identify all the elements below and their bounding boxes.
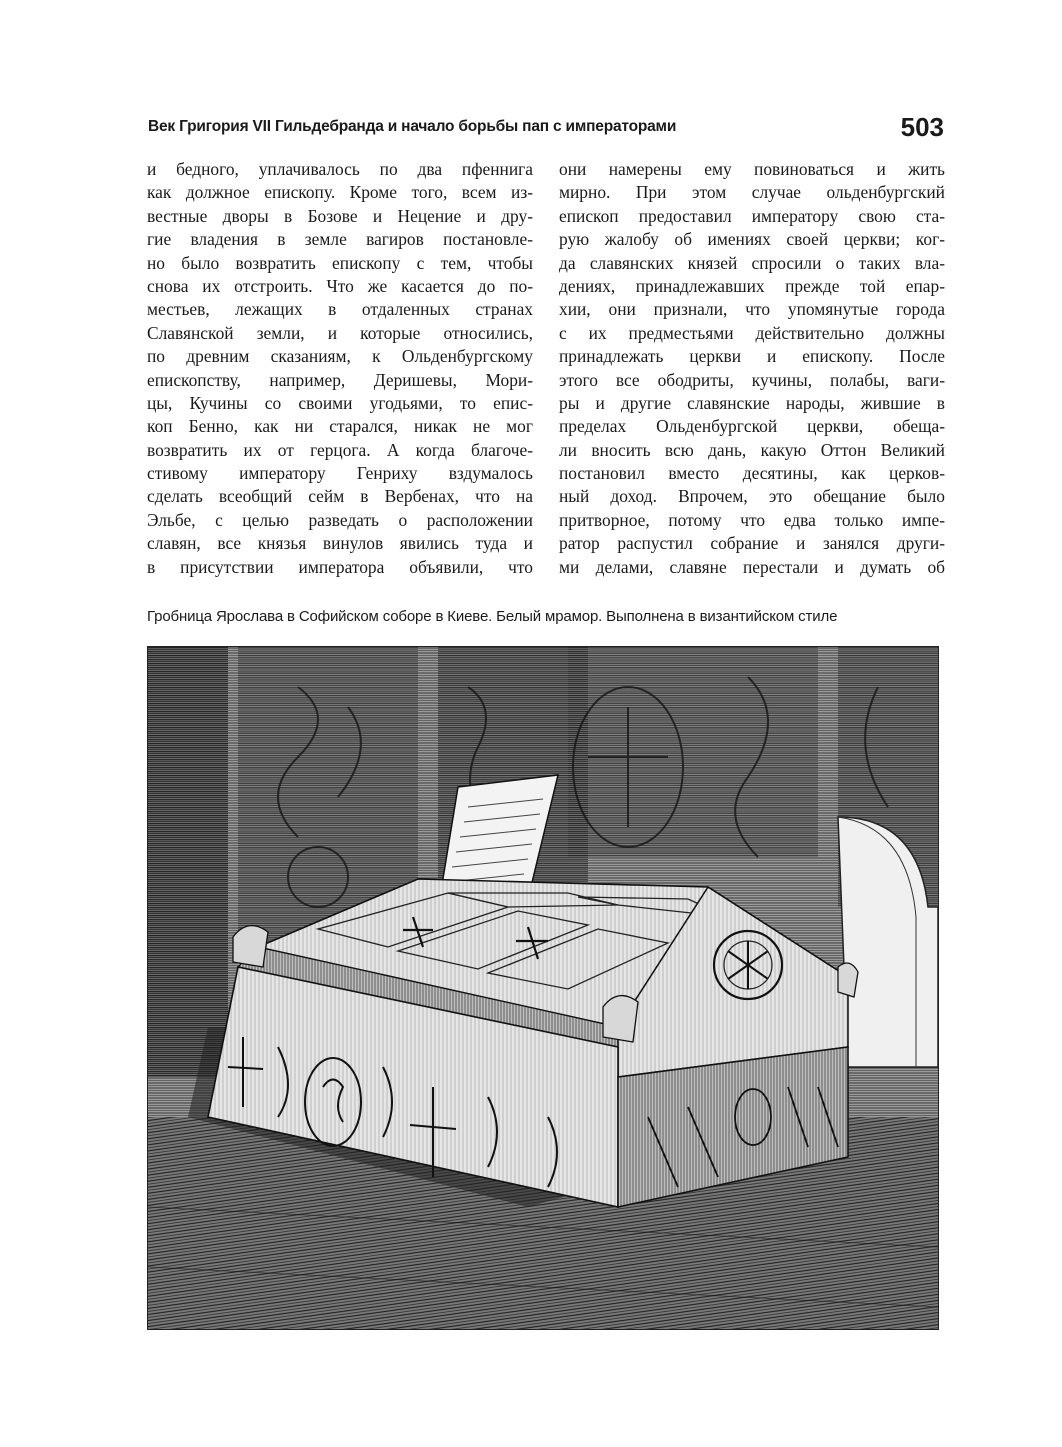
text-line: постановил вместо десятины, как церков-	[559, 463, 945, 484]
text-line: да славянских князей спросили о таких вла-	[559, 252, 945, 273]
text-line: вестные дворы в Бозове и Нецение и дру-	[147, 205, 533, 226]
text-line: стивому императору Генриху вздумалось	[147, 463, 533, 484]
text-line: по древним сказаниям, к Ольденбургскому	[147, 346, 533, 367]
text-line: хии, они признали, что упомянутые города	[559, 299, 945, 320]
text-line: но было возвратить епископу с тем, чтобы	[147, 252, 533, 273]
text-line: принадлежать церкви и епископу. После	[559, 346, 945, 367]
text-line: епископству, например, Деришевы, Мори-	[147, 369, 533, 390]
text-line: ный доход. Впрочем, это обещание было	[559, 486, 945, 507]
text-line: рую жалобу об имениях своей церкви; ког-	[559, 229, 945, 250]
text-line: ры и другие славянские народы, жившие в	[559, 392, 945, 413]
text-line: цы, Кучины со своими угодьями, то епис-	[147, 392, 533, 413]
text-line: мирно. При этом случае ольденбургский	[559, 182, 945, 203]
text-line: сделать всеобщий сейм в Вербенах, что на	[147, 486, 533, 507]
text-line: коп Бенно, как ни старался, никак не мог	[147, 416, 533, 437]
text-line: как должное епископу. Кроме того, всем из-	[147, 182, 533, 203]
text-line: снова их отстроить. Что же касается до по-	[147, 275, 533, 296]
running-title: Век Григория VII Гильдебранда и начало борьбы пап с императорами	[148, 118, 677, 135]
text-line: Славянской земли, и которые относились,	[147, 322, 533, 343]
tomb-engraving-drawing	[148, 647, 938, 1329]
text-line: местьев, лежащих в отдаленных странах	[147, 299, 533, 320]
text-line: притворное, потому что едва только импе-	[559, 509, 945, 530]
text-line: дениях, принадлежавших прежде той епар-	[559, 275, 945, 296]
text-line: ми делами, славяне перестали и думать об	[559, 556, 945, 577]
text-line: славян, все князья винулов явились туда и	[147, 533, 533, 554]
figure-caption: Гробница Ярослава в Софийском соборе в Киеве. Белый мрамор. Выполнена в византийском стиле	[147, 608, 838, 625]
text-line: Эльбе, с целью разведать о расположении	[147, 509, 533, 530]
text-line: возвратить их от герцога. А когда благоче-	[147, 439, 533, 460]
running-head	[148, 114, 944, 150]
text-line: в присутствии императора объявили, что	[147, 556, 533, 577]
page-number: 503	[900, 112, 944, 142]
text-line: ратор распустил собрание и занялся други-	[559, 533, 945, 554]
text-column-right	[559, 158, 945, 579]
text-line: пределах Ольденбургской церкви, обеща-	[559, 416, 945, 437]
tomb-engraving	[147, 646, 939, 1330]
text-column-left	[147, 158, 533, 579]
text-line: этого все ободриты, кучины, полабы, ваги-	[559, 369, 945, 390]
text-line: и бедного, уплачивалось по два пфеннига	[147, 159, 533, 179]
text-line: ли вносить всю дань, какую Оттон Великий	[559, 439, 945, 460]
text-line: гие владения в земле вагиров постановле-	[147, 229, 533, 250]
text-line: епископ предоставил императору свою ста-	[559, 205, 945, 226]
text-line: с их предместьями действительно должны	[559, 322, 945, 343]
text-line: они намерены ему повиноваться и жить	[559, 159, 945, 179]
